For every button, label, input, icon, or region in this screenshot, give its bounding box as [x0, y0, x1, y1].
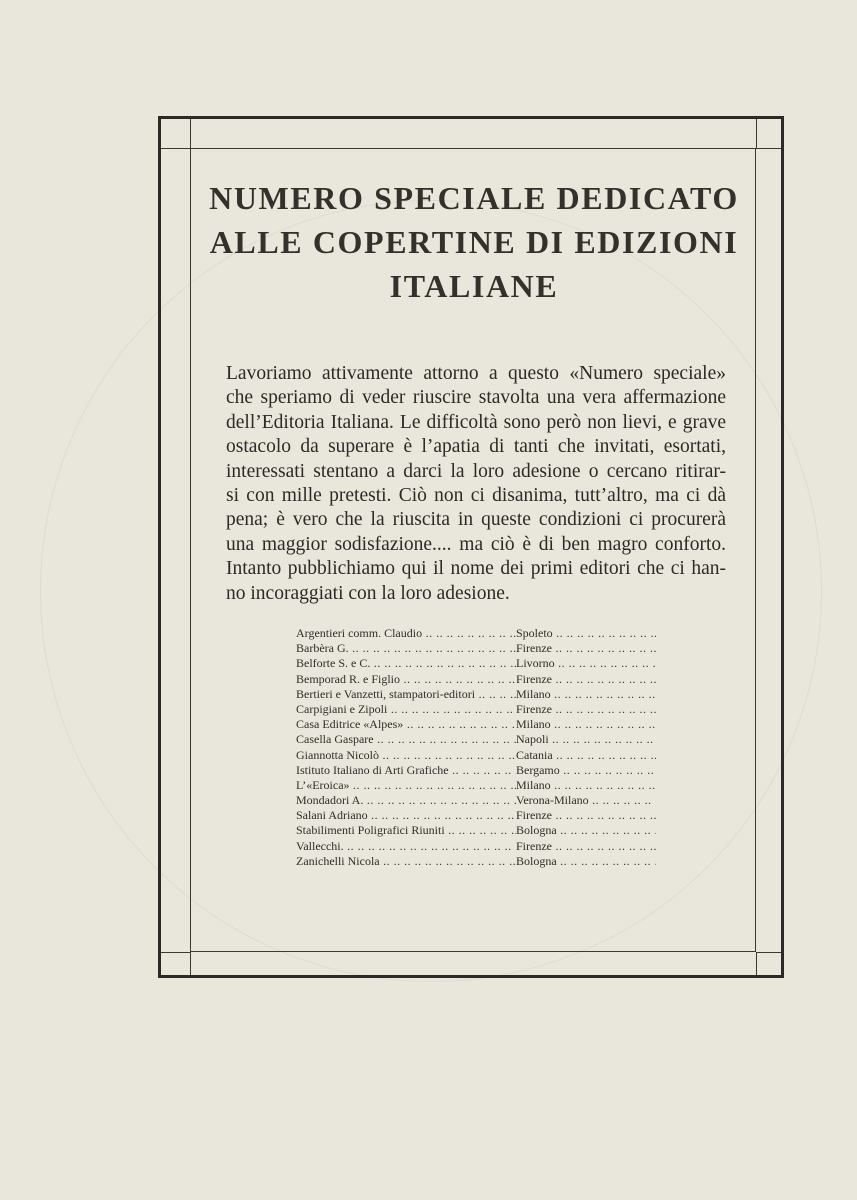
publisher-name: Giannotta Nicolò	[296, 747, 379, 762]
title-line: NUMERO SPECIALE DEDICATO	[209, 180, 739, 216]
paragraph-line: ostacolo da superare è l’apatia di tanti che invitati, esortati,	[226, 436, 726, 458]
list-item	[296, 732, 656, 747]
publisher-city: Bologna	[516, 853, 557, 868]
list-item	[296, 778, 656, 793]
title-line: ALLE COPERTINE DI EDIZIONI	[209, 224, 739, 260]
frame-corner-line	[756, 952, 781, 953]
publisher-name: Bemporad R. e Figlio	[296, 671, 400, 686]
publisher-name: Stabilimenti Poligrafici Riuniti	[296, 823, 445, 838]
publisher-name: Casella Gaspare	[296, 732, 374, 747]
title-line: ITALIANE	[389, 268, 559, 304]
list-item	[296, 626, 656, 641]
frame-corner-line	[161, 148, 190, 149]
frame-corner-line	[756, 148, 781, 149]
paragraph-line: interessati stentano a darci la loro adesione o cercano ritirar-	[226, 460, 726, 482]
frame-corner-line	[756, 952, 757, 975]
publisher-name: L’«Eroica»	[296, 777, 350, 792]
list-item	[296, 823, 656, 838]
list-item	[296, 717, 656, 732]
frame-corner-line	[190, 952, 191, 975]
paragraph-line: pena; è vero che la riuscita in queste condizioni ci procurerà	[226, 509, 726, 531]
paragraph-line: che speriamo di veder riuscire stavolta una vera affermazione	[226, 387, 726, 409]
publisher-city: Milano	[516, 686, 551, 701]
list-item	[296, 748, 656, 763]
list-item	[296, 793, 656, 808]
publisher-city: Verona-Milano	[516, 793, 589, 808]
list-item	[296, 839, 656, 854]
publisher-name: Mondadori A.	[296, 793, 364, 808]
list-item	[296, 702, 656, 717]
list-item	[296, 641, 656, 656]
announcement-paragraph	[226, 362, 726, 606]
publisher-list	[296, 626, 656, 869]
publisher-city: Milano	[516, 777, 551, 792]
publisher-city: Bologna	[516, 823, 557, 838]
publisher-name: Carpigiani e Zipoli	[296, 701, 388, 716]
publisher-city: Firenze	[516, 641, 552, 656]
list-item	[296, 854, 656, 869]
publisher-city: Spoleto	[516, 626, 553, 640]
publisher-name: Bertieri e Vanzetti, stampatori-editori	[296, 686, 476, 701]
frame-corner-line	[190, 119, 191, 148]
publisher-city: Napoli	[516, 732, 549, 747]
paragraph-line: una maggior sodisfazione.... ma ciò è di ben magro conforto.	[226, 533, 726, 555]
publisher-name: Belforte S. e C.	[296, 656, 371, 671]
publisher-name: Vallecchi.	[296, 838, 344, 853]
publisher-name: Barbèra G.	[296, 641, 349, 656]
publisher-name: Zanichelli Nicola	[296, 853, 380, 868]
publisher-city: Livorno	[516, 656, 555, 671]
paragraph-line: Lavoriamo attivamente attorno a questo «Numero speciale»	[226, 363, 726, 384]
list-item	[296, 656, 656, 671]
publisher-city: Firenze	[516, 838, 552, 853]
paragraph-line: si con mille pretesti. Ciò non ci disanima, tutt’altro, ma ci dà	[226, 485, 726, 507]
publisher-city: Catania	[516, 747, 553, 762]
list-item	[296, 763, 656, 778]
paragraph-line: Intanto pubblichiamo qui il nome dei primi editori che ci han-	[226, 558, 726, 580]
publisher-name: Istituto Italiano di Arti Grafiche	[296, 762, 449, 777]
publisher-name: Casa Editrice «Alpes»	[296, 717, 404, 732]
publisher-city: Bergamo	[516, 762, 560, 777]
list-item	[296, 687, 656, 702]
frame-corner-line	[756, 119, 757, 148]
page-title	[200, 176, 748, 308]
publisher-city: Milano	[516, 717, 551, 732]
publisher-name: Salani Adriano	[296, 808, 368, 823]
paragraph-line: no incoraggiati con la loro adesione.	[226, 582, 510, 604]
publisher-city: Firenze	[516, 701, 552, 716]
publisher-city: Firenze	[516, 808, 552, 823]
publisher-city: Firenze	[516, 671, 552, 686]
list-item	[296, 672, 656, 687]
frame-corner-line	[161, 952, 190, 953]
list-item	[296, 808, 656, 823]
publisher-name: Argentieri comm. Claudio	[296, 626, 423, 640]
paragraph-line: dell’Editoria Italiana. Le difficoltà sono però non lievi, e grave	[226, 411, 726, 433]
